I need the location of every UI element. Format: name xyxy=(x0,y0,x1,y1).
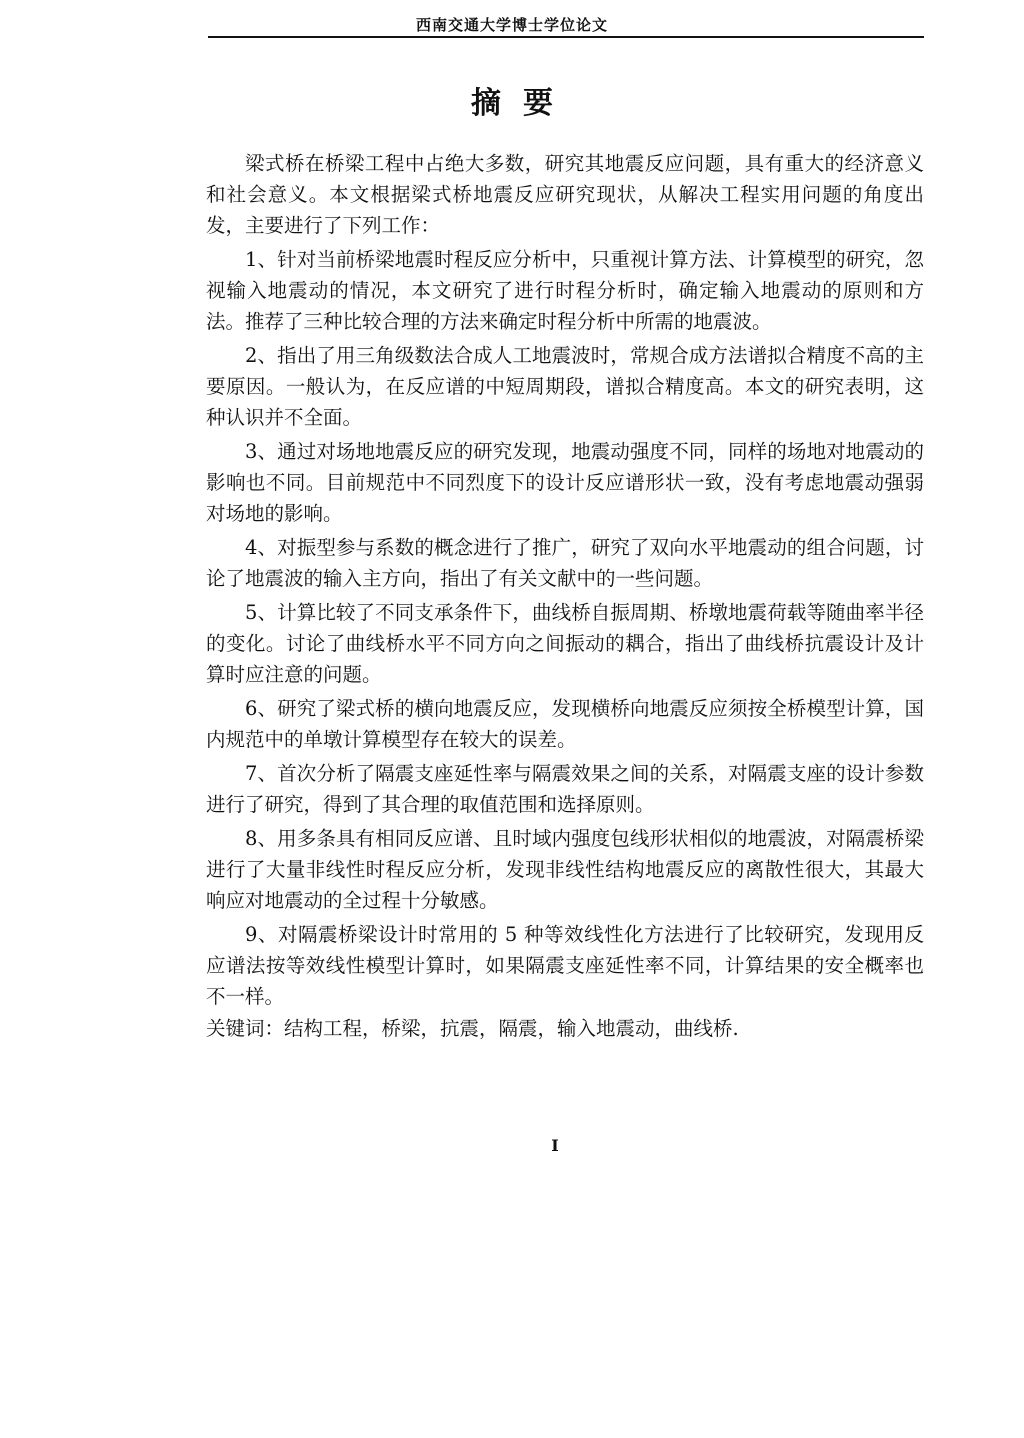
abstract-item-1: 1、针对当前桥梁地震时程反应分析中，只重视计算方法、计算模型的研究，忽视输入地震动的情况，本文研究了进行时程分析时，确定输入地震动的原则和方法。推荐了三种比较合理的方法来确定时程分析中所需的地震波。 xyxy=(206,248,924,333)
abstract-body xyxy=(206,148,924,1015)
header-rule xyxy=(208,36,924,38)
abstract-item-7: 7、首次分析了隔震支座延性率与隔震效果之间的关系，对隔震支座的设计参数进行了研究，得到了其合理的取值范围和选择原则。 xyxy=(206,762,924,816)
abstract-item-2: 2、指出了用三角级数法合成人工地震波时，常规合成方法谱拟合精度不高的主要原因。一般认为，在反应谱的中短周期段，谱拟合精度高。本文的研究表明，这种认识并不全面。 xyxy=(206,344,924,429)
keywords-line: 关键词：结构工程，桥梁，抗震，隔震，输入地震动，曲线桥. xyxy=(206,1017,739,1040)
abstract-item-5: 5、计算比较了不同支承条件下，曲线桥自振周期、桥墩地震荷载等随曲率半径的变化。讨论了曲线桥水平不同方向之间振动的耦合，指出了曲线桥抗震设计及计算时应注意的问题。 xyxy=(206,601,924,686)
abstract-item-4: 4、对振型参与系数的概念进行了推广，研究了双向水平地震动的组合问题，讨论了地震波的输入主方向，指出了有关文献中的一些问题。 xyxy=(206,536,924,590)
abstract-item-8: 8、用多条具有相同反应谱、且时域内强度包线形状相似的地震波，对隔震桥梁进行了大量非线性时程反应分析，发现非线性结构地震反应的离散性很大，其最大响应对地震动的全过程十分敏感。 xyxy=(206,827,924,912)
abstract-item-6: 6、研究了梁式桥的横向地震反应，发现横桥向地震反应须按全桥模型计算，国内规范中的单墩计算模型存在较大的误差。 xyxy=(206,697,924,751)
abstract-item-3: 3、通过对场地地震反应的研究发现，地震动强度不同，同样的场地对地震动的影响也不同。目前规范中不同烈度下的设计反应谱形状一致，没有考虑地震动强弱对场地的影响。 xyxy=(206,440,924,525)
abstract-item-9: 9、对隔震桥梁设计时常用的 5 种等效线性化方法进行了比较研究，发现用反应谱法按等效线性模型计算时，如果隔震支座延性率不同，计算结果的安全概率也不一样。 xyxy=(206,923,924,1008)
abstract-title: 摘要 xyxy=(471,86,575,121)
abstract-intro-paragraph: 梁式桥在桥梁工程中占绝大多数，研究其地震反应问题，具有重大的经济意义和社会意义。本文根据梁式桥地震反应研究现状，从解决工程实用问题的角度出发，主要进行了下列工作： xyxy=(206,152,924,237)
running-header: 西南交通大学博士学位论文 xyxy=(415,16,608,34)
page-number: I xyxy=(551,1136,559,1155)
